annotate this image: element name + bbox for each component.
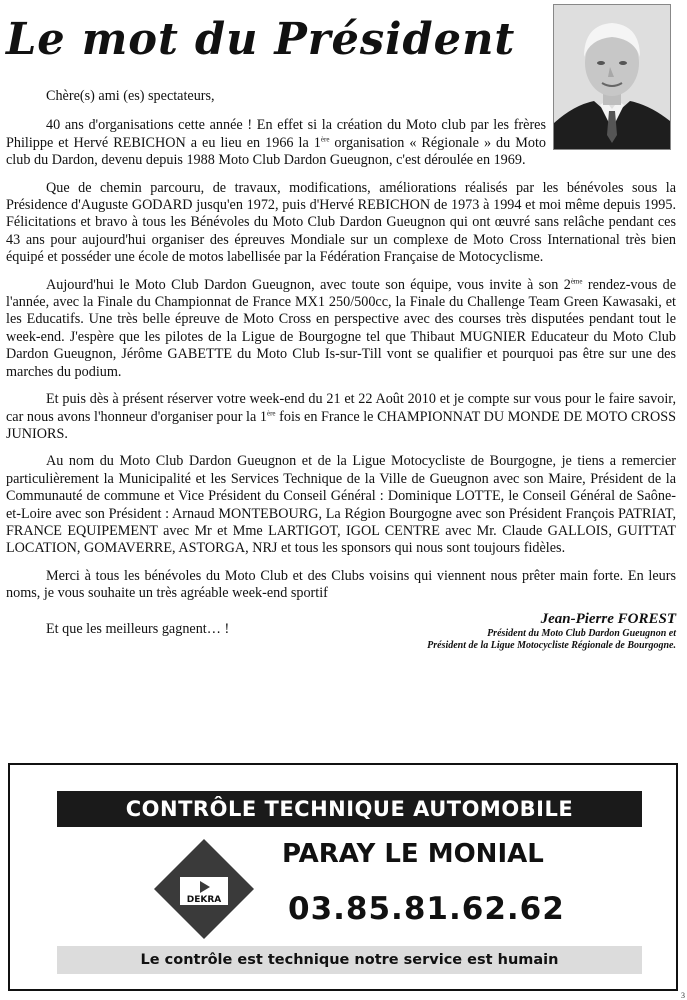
ad-city: PARAY LE MONIAL <box>282 839 544 869</box>
letter-paragraph-1: 40 ans d'organisations cette année ! En effet si la création du Moto club par les frères Philippe et Hervé REBICHON a eu lieu en 1966 la 1ère organisation « Régionale » du Moto club du Dardon, devenu depuis 1988 Moto Club Dardon Gueugnon, c'est déroulée en 1969. <box>6 117 546 169</box>
ad-phone: 03.85.81.62.62 <box>288 891 565 927</box>
closing-line: Et que les meilleurs gagnent… ! <box>46 620 230 637</box>
signature-role-line-1: Président du Moto Club Dardon Gueugnon et <box>487 627 676 639</box>
dekra-logo-text: DEKRA <box>186 895 222 905</box>
signature-role-line-2: Président de la Ligue Motocycliste Régionale de Bourgogne. <box>427 639 676 651</box>
letter-paragraph-2: Que de chemin parcouru, de travaux, modifications, améliorations réalisés par les bénévoles sous la Présidence d'Auguste GODARD jusqu'en 1972, puis d'Hervé REBICHON de 1973 à 1994 et moi même depuis 1995. Félicitations et bravo à tous les Bénévoles du Moto Club Dardon Gueugnon qui ont œuvré sans relâche pendant ces 43 ans pour aujourd'hui organiser des épreuves Mondiale sur un complexe de Moto Cross International très bien équipé et posséder une école de motos labellisée par la Fédération Française de Motocyclisme. <box>6 179 676 266</box>
page-title: Le mot du Président <box>6 14 516 65</box>
letter-paragraph-3: Aujourd'hui le Moto Club Dardon Gueugnon, avec toute son équipe, vous invite à son 2ème rendez-vous de l'année, avec la Finale du Championnat de France MX1 250/500cc, la Finale du Challenge Team Green Kawasaki, et les Educatifs. Une très belle épreuve de Moto Cross en perspective avec des courses très disputées pendant tout le week-end. J'espère que les pilotes de la Ligue de Bourgogne tel que Thibaut MUGNIER Educateur du Moto Club Dardon Gueugnon, Jérôme GABETTE du Moto Club Is-sur-Till vont se qualifier et pourquoi pas être sur une des marches du podium. <box>6 276 676 380</box>
letter-paragraph-5: Au nom du Moto Club Dardon Gueugnon et de la Ligue Motocycliste de Bourgogne, je tiens a remercier particulièrement la Municipalité et les Services Technique de la Ville de Gueugnon avec son Maire, Président de la Communauté de commune et Vice Président du Conseil Général : Dominique LOTTE, le Conseil Général de Saône-et-Loire avec son Président : Arnaud MONTEBOURG, La Région Bourgogne avec son Président François PATRIAT, FRANCE EQUIPEMENT avec Mr et Mme LARTIGOT, IGOL CENTRE avec Mr. Claude GALLOIS, GUITTAT LOCATION, GOMAVERRE, ASTORGA, NRJ et tous les sponsors qui nous sont toujours fidèles. <box>6 453 676 557</box>
ad-slogan: Le contrôle est technique notre service est humain <box>57 946 642 974</box>
signature-name: Jean-Pierre FOREST <box>540 610 676 627</box>
signature-block <box>427 611 676 652</box>
president-letter <box>6 88 676 657</box>
page-number: 3 <box>681 991 685 1000</box>
letter-paragraph-4: Et puis dès à présent réserver votre week-end du 21 et 22 Août 2010 et je compte sur vous pour le faire savoir, car nous avons l'honneur d'organiser pour la 1ère fois en France le CHAMPIONNAT DU MONDE DE MOTO CROSS JUNIORS. <box>6 391 677 442</box>
letter-paragraph-6: Merci à tous les bénévoles du Moto Club et des Clubs voisins qui viennent nous prêter main forte. En leurs noms, je vous souhaite un très agréable week-end sportif <box>6 567 676 602</box>
letter-salutation: Chère(s) ami (es) spectateurs, <box>46 88 215 104</box>
advertisement <box>8 763 678 991</box>
ad-header: CONTRÔLE TECHNIQUE AUTOMOBILE <box>57 791 642 827</box>
dekra-logo-icon <box>152 837 256 941</box>
dekra-logo <box>152 837 256 941</box>
letter-closing <box>6 610 676 657</box>
